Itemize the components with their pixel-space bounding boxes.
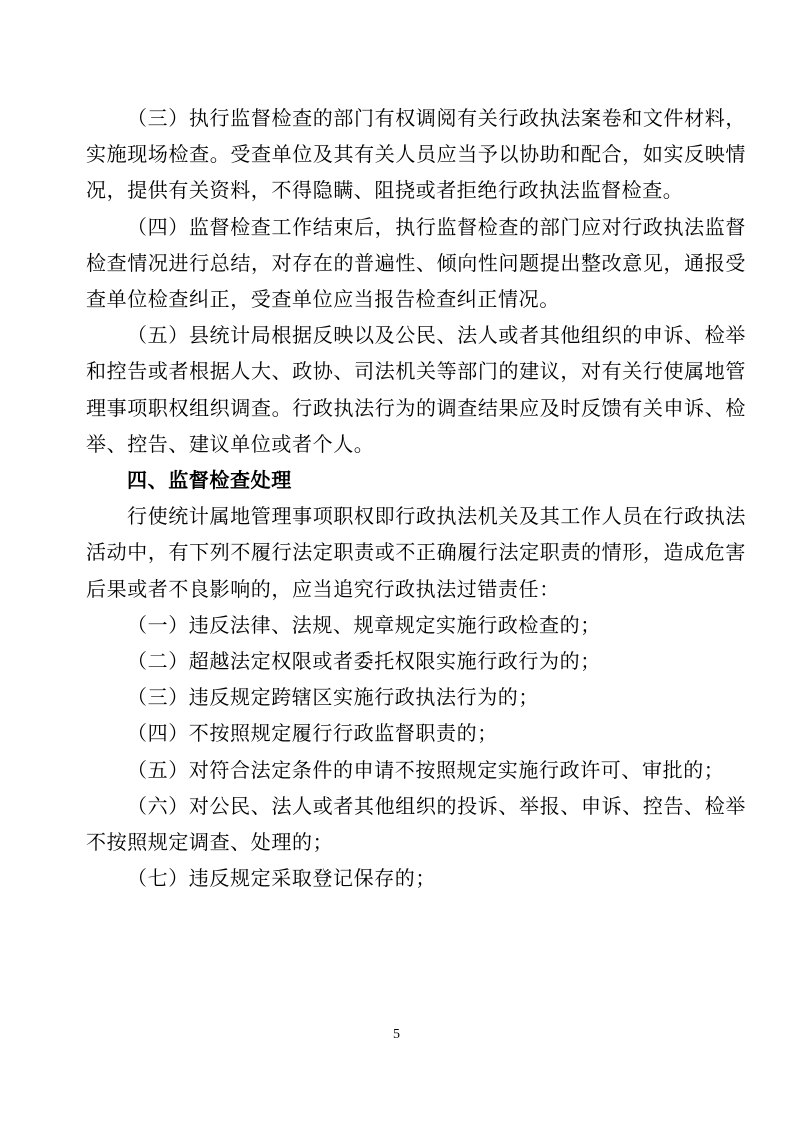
list-item-2: （二）超越法定权限或者委托权限实施行政行为的； [127, 649, 601, 674]
paragraph-3: （三）执行监督检查的部门有权调阅有关行政执法案卷和文件材料，实施现场检查。受查单位及其有关人员应当予以协助和配合，如实反映情况，提供有关资料，不得隐瞒、阻挠或者拒绝行政执法监督检查。 [86, 106, 746, 203]
list-item-3: （三）违反规定跨辖区实施行政执法行为的； [127, 685, 539, 710]
list-item-4: （四）不按照规定履行行政监督职责的； [127, 721, 498, 746]
section-heading: 四、监督检查处理 [127, 468, 292, 493]
section-intro: 行使统计属地管理事项职权即行政执法机关及其工作人员在行政执法活动中，有下列不履行法定职责或不正确履行法定职责的情形，造成危害后果或者不良影响的，应当追究行政执法过错责任： [86, 504, 746, 601]
paragraph-4: （四）监督检查工作结束后，执行监督检查的部门应对行政执法监督检查情况进行总结，对存在的普遍性、倾向性问题提出整改意见，通报受查单位检查纠正，受查单位应当报告检查纠正情况。 [86, 214, 746, 312]
body-text [86, 100, 746, 896]
list-item-7: （七）违反规定采取登记保存的； [127, 866, 436, 891]
list-item-5: （五）对符合法定条件的申请不按照规定实施行政许可、审批的； [127, 757, 725, 782]
list-item-1: （一）违反法律、法规、规章规定实施行政检查的； [127, 612, 601, 637]
page-number: 5 [393, 1027, 400, 1042]
paragraph-5: （五）县统计局根据反映以及公民、法人或者其他组织的申诉、检举和控告或者根据人大、政协、司法机关等部门的建议，对有关行使属地管理事项职权组织调查。行政执法行为的调查结果应及时反馈有关申诉、检举、控告、建议单位或者个人。 [86, 323, 746, 456]
list-item-6: （六）对公民、法人或者其他组织的投诉、举报、申诉、控告、检举不按照规定调查、处理的； [86, 793, 746, 855]
